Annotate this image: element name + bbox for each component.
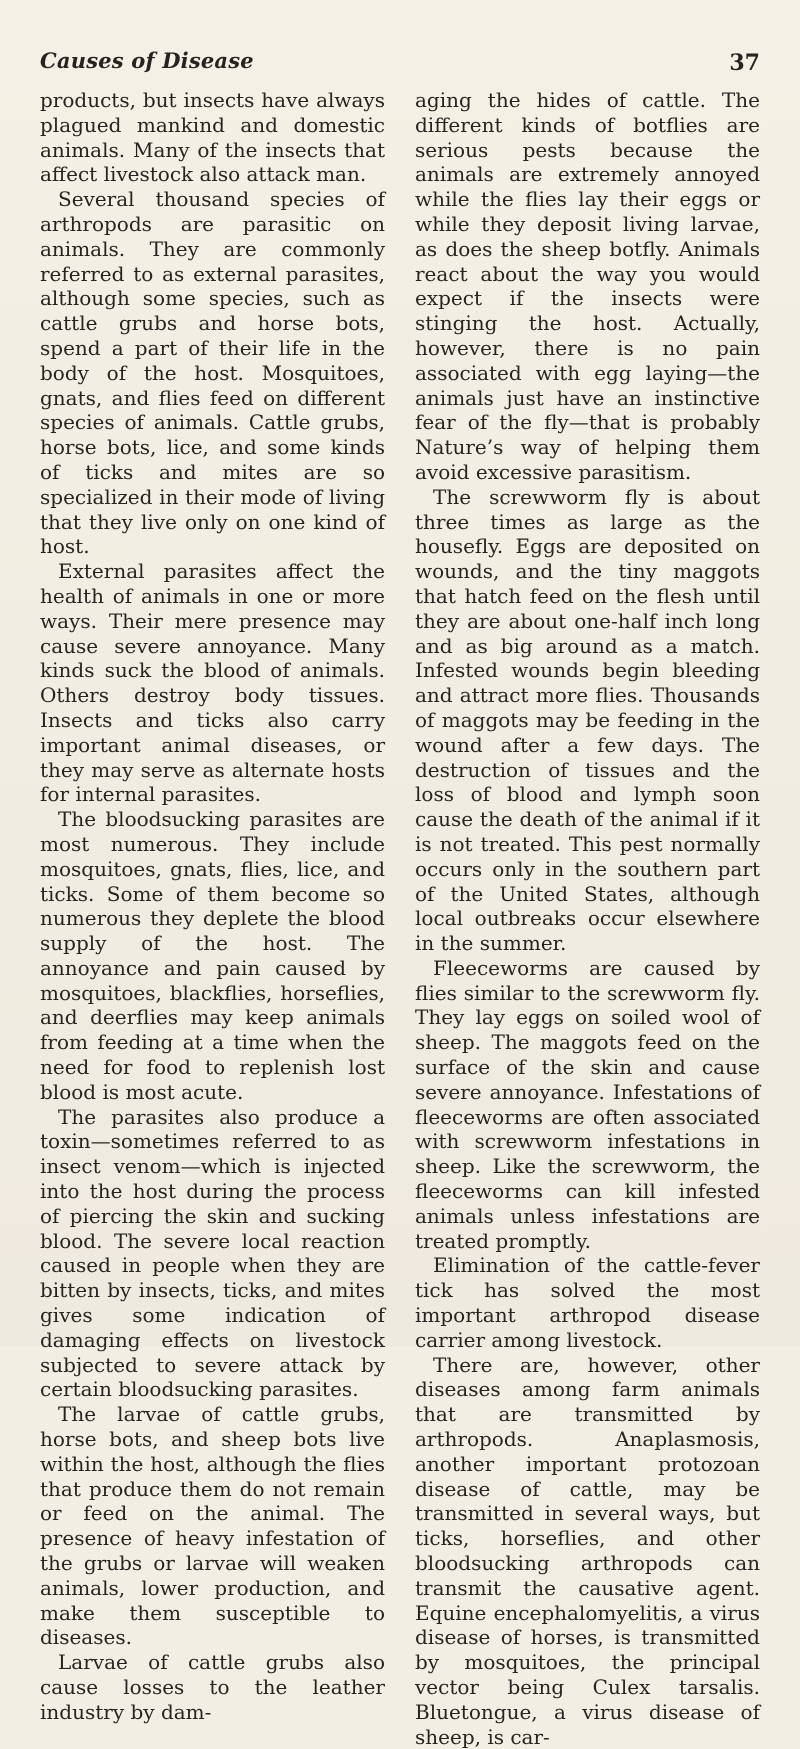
running-head: Causes of Disease [40,48,254,73]
paragraph: The bloodsucking parasites are most numerous. They include mosquitoes, gnats, flies, lice, and ticks. Some of them become so numerous they deplete the blood supply of the host. The annoyance and pain caused by mosquitoes, blackflies, horseflies, and deerflies may keep animals from feeding at a time when the need for food to replenish lost blood is most acute. [40,807,385,1104]
paragraph: products, but insects have always plagued mankind and domestic animals. Many of the insects that affect livestock also attack man. [40,88,385,187]
paragraph: Larvae of cattle grubs also cause losses to the leather industry by dam- [40,1650,385,1724]
paragraph: Fleeceworms are caused by flies similar to the screwworm fly. They lay eggs on soiled wool of sheep. The maggots feed on the surface of the skin and cause severe annoyance. Infestations of fleeceworms are often associated with screwworm infestations in sheep. Like the screwworm, the fleeceworms can kill infested animals unless infestations are treated promptly. [415,955,760,1253]
page-header [0,40,800,80]
paragraph: The screwworm fly is about three times as large as the housefly. Eggs are deposited on wounds, and the tiny maggots that hatch feed on the flesh until they are about one-half inch long and as big around as a match. Infested wounds begin bleeding and attract more flies. Thousands of maggots may be feeding in the wound after a few days. The destruction of tissues and the loss of blood and lymph soon cause the death of the animal if it is not treated. This pest normally occurs only in the southern part of the United States, although local outbreaks occur elsewhere in the summer. [415,484,760,956]
paragraph: Several thousand species of arthropods are parasitic on animals. They are commonly referred to as external parasites, although some species, such as cattle grubs and horse bots, spend a part of their life in the body of the host. Mosquitoes, gnats, and flies feed on different species of animals. Cattle grubs, horse bots, lice, and some kinds of ticks and mites are so specialized in their mode of living that they live only on one kind of host. [40,187,385,559]
paragraph: External parasites affect the health of animals in one or more ways. Their mere presence may cause severe annoyance. Many kinds suck the blood of animals. Others destroy body tissues. Insects and ticks also carry important animal diseases, or they may serve as alternate hosts for internal parasites. [40,559,385,807]
paragraph: Elimination of the cattle-fever tick has solved the most important arthropod disease carrier among livestock. [415,1253,760,1352]
page-number: 37 [729,50,760,76]
paragraph: aging the hides of cattle. The different kinds of botflies are serious pests because the animals are extremely annoyed while the flies lay their eggs or while they deposit living larvae, as does the sheep botfly. Animals react about the way you would expect if the insects were stinging the host. Actually, however, there is no pain associated with egg laying—the animals just have an instinctive fear of the fly—that is probably Nature’s way of helping them avoid excessive parasitism. [415,88,760,484]
paragraph: The larvae of cattle grubs, horse bots, and sheep bots live within the host, although the flies that produce them do not remain or feed on the animal. The presence of heavy infestation of the grubs or larvae will weaken animals, lower production, and make them susceptible to diseases. [40,1402,385,1650]
text-columns [40,88,760,1749]
paragraph: There are, however, other diseases among farm animals that are transmitted by arthropods. Anaplasmosis, another important protozoan disease of cattle, may be transmitted in several ways, but ticks, horseflies, and other bloodsucking arthropods can transmit the causative agent. Equine encephalomyelitis, a virus disease of horses, is transmitted by mosquitoes, the principal vector being Culex tarsalis. Bluetongue, a virus disease of sheep, is car- [415,1352,760,1749]
right-column [415,88,760,1749]
paragraph: The parasites also produce a toxin—sometimes referred to as insect venom—which is injected into the host during the process of piercing the skin and sucking blood. The severe local reaction caused in people when they are bitten by insects, ticks, and mites gives some indication of damaging effects on livestock subjected to severe attack by certain bloodsucking parasites. [40,1104,385,1402]
left-column [40,88,385,1724]
